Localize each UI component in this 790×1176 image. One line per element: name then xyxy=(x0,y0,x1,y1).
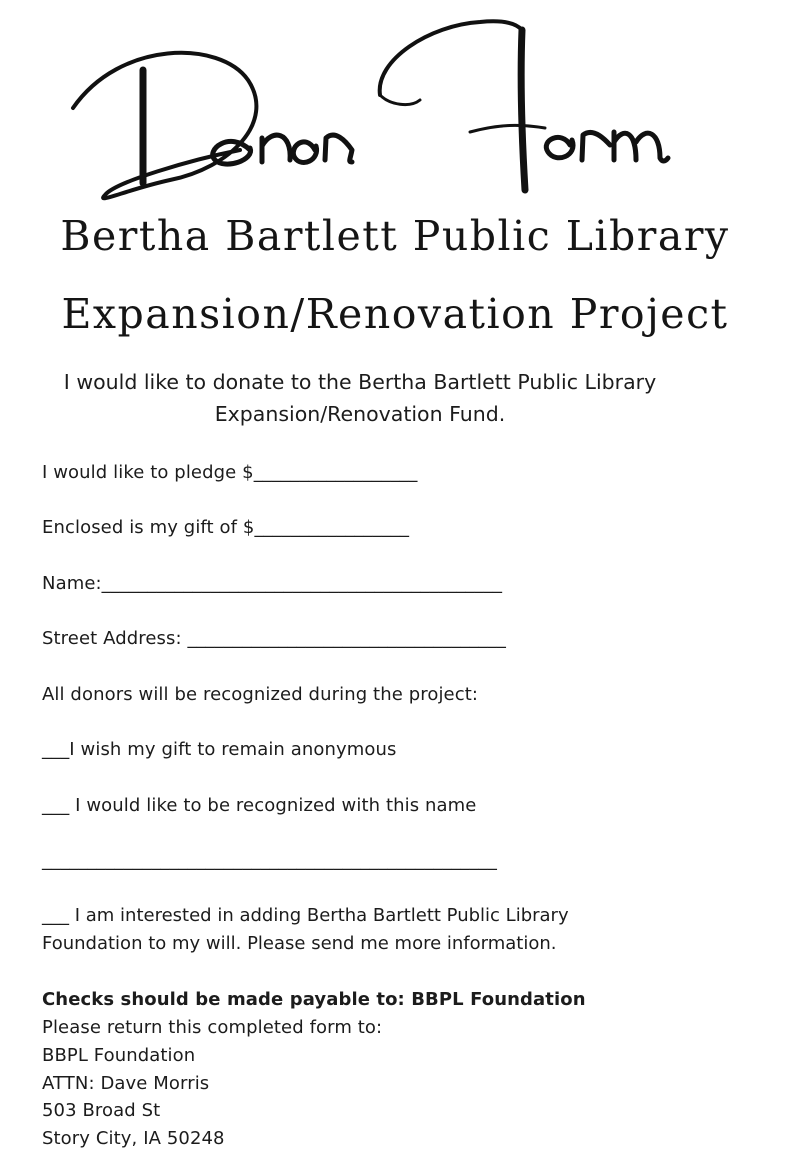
recognition-name-blank[interactable]: __________________________________________________ xyxy=(42,850,497,871)
project-title: Expansion/Renovation Project xyxy=(61,290,729,338)
return-instruction: Please return this completed form to: xyxy=(42,1017,383,1038)
street-address-field[interactable]: Street Address: ___________________________________ xyxy=(42,628,506,649)
name-field[interactable]: Name:____________________________________________ xyxy=(42,573,503,594)
pledge-field[interactable]: I would like to pledge $__________________ xyxy=(42,462,418,483)
gift-field[interactable]: Enclosed is my gift of $_________________ xyxy=(42,517,410,538)
donor-form-script-title xyxy=(0,0,790,215)
recognized-name-option[interactable]: ___ I would like to be recognized with this name xyxy=(42,795,477,816)
will-interest-option[interactable]: ___ I am interested in adding Bertha Bartlett Public Library Foundation to my will. Please send me more information. xyxy=(42,905,569,954)
intro-statement: I would like to donate to the Bertha Bartlett Public Library Expansion/Renovation Fund. xyxy=(63,370,657,426)
return-attn: ATTN: Dave Morris xyxy=(42,1073,210,1094)
return-city: Story City, IA 50248 xyxy=(42,1128,225,1149)
return-street: 503 Broad St xyxy=(42,1100,161,1121)
checks-payable-note: Checks should be made payable to: BBPL Foundation xyxy=(42,989,586,1010)
return-org: BBPL Foundation xyxy=(42,1045,196,1066)
recognition-heading: All donors will be recognized during the project: xyxy=(42,684,479,705)
library-name-title: Bertha Bartlett Public Library xyxy=(60,212,730,260)
anonymous-option[interactable]: ___I wish my gift to remain anonymous xyxy=(42,739,397,760)
